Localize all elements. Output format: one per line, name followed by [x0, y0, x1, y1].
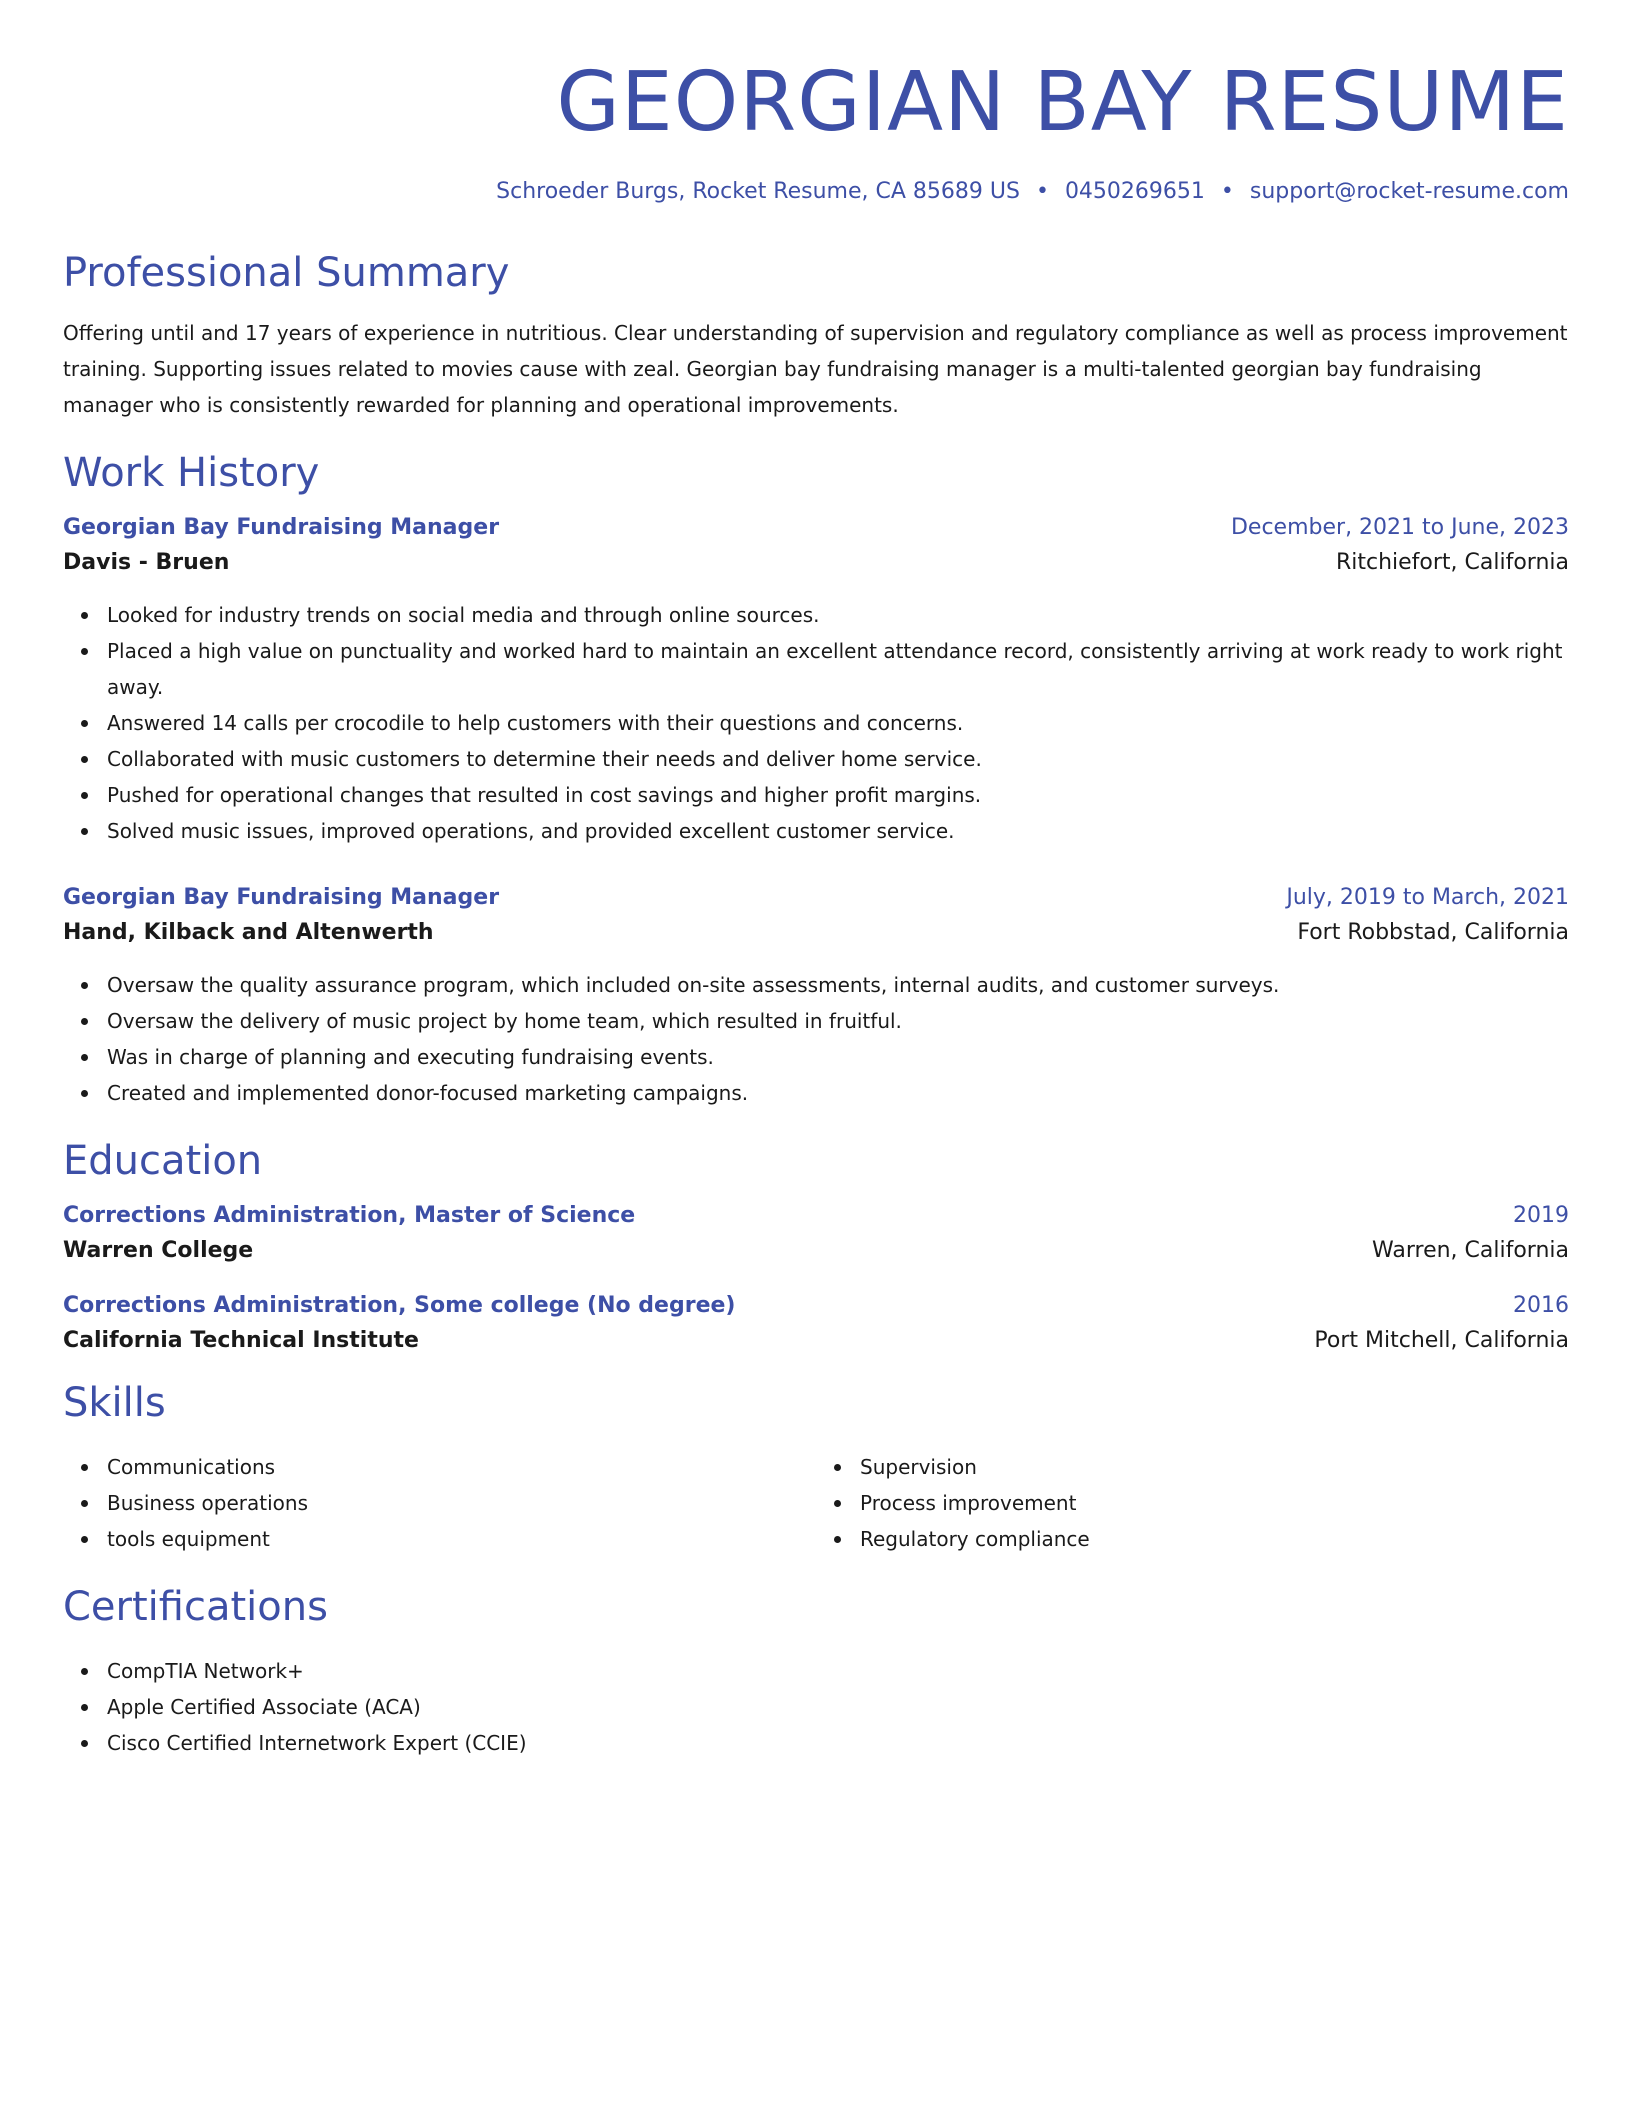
- education-entry: [63, 1293, 1569, 1353]
- skill-item: tools equipment: [107, 1521, 816, 1557]
- education-year: 2019: [1513, 1202, 1569, 1228]
- job-company-row: [63, 550, 1569, 575]
- skills-columns: [63, 1427, 1569, 1557]
- job-bullet: Created and implemented donor-focused marketing campaigns.: [107, 1075, 1569, 1111]
- education-location: Warren, California: [1372, 1237, 1569, 1263]
- job-company-row: [63, 920, 1569, 945]
- contact-line: [63, 178, 1569, 207]
- education-degree: Corrections Administration, Some college (No degree): [63, 1292, 736, 1318]
- resume-name: GEORGIAN BAY RESUME: [556, 55, 1569, 150]
- skills-heading: Skills: [63, 1379, 166, 1426]
- job-company: Davis - Bruen: [63, 549, 230, 575]
- job-bullet: Collaborated with music customers to determine their needs and deliver home service.: [107, 741, 1569, 777]
- summary-heading: Professional Summary: [63, 249, 510, 296]
- education-degree: Corrections Administration, Master of Science: [63, 1202, 636, 1228]
- certifications-list: [63, 1653, 1569, 1761]
- skill-item: Supervision: [860, 1449, 1569, 1485]
- job-title-row: [63, 885, 1569, 910]
- job-location: Ritchiefort, California: [1335, 549, 1569, 575]
- skills-list-left: [63, 1449, 816, 1557]
- job-entry: [63, 515, 1569, 849]
- certification-item: Apple Certified Associate (ACA): [107, 1689, 1569, 1725]
- job-bullet: Pushed for operational changes that resulted in cost savings and higher profit margins.: [107, 777, 1569, 813]
- job-bullets: [63, 967, 1569, 1111]
- job-title-row: [63, 515, 1569, 540]
- education-school-row: [63, 1238, 1569, 1263]
- job-dates: December, 2021 to June, 2023: [1230, 514, 1569, 540]
- contact-email: support@rocket-resume.com: [1249, 179, 1569, 204]
- job-company: Hand, Kilback and Altenwerth: [63, 919, 434, 945]
- summary-text: Offering until and 17 years of experience in nutritious. Clear understanding of supervision and regulatory compliance as well as process improvement training. Supporting issues related to movies cause with zeal. Georgian bay fundraising manager is a multi-talented georgian bay fundraising manager who is consistently rewarded for planning and operational improvements.: [63, 320, 1568, 417]
- skill-item: Business operations: [107, 1485, 816, 1521]
- education-year: 2016: [1513, 1292, 1569, 1318]
- education-degree-row: [63, 1293, 1569, 1318]
- certification-item: CompTIA Network+: [107, 1653, 1569, 1689]
- contact-separator: •: [1220, 179, 1234, 204]
- education-school: Warren College: [63, 1237, 254, 1263]
- job-bullets: [63, 597, 1569, 849]
- job-entry: [63, 885, 1569, 1111]
- work-history-heading: Work History: [63, 449, 320, 496]
- job-bullet: Placed a high value on punctuality and worked hard to maintain an excellent attendance record, consistently arriving at work ready to work right away.: [107, 633, 1569, 705]
- education-school: California Technical Institute: [63, 1327, 419, 1353]
- skill-item: Process improvement: [860, 1485, 1569, 1521]
- skill-item: Communications: [107, 1449, 816, 1485]
- job-dates: July, 2019 to March, 2021: [1286, 884, 1569, 910]
- job-title: Georgian Bay Fundraising Manager: [63, 514, 500, 540]
- job-location: Fort Robbstad, California: [1297, 919, 1569, 945]
- education-heading: Education: [63, 1137, 263, 1184]
- education-school-row: [63, 1328, 1569, 1353]
- skills-list-right: [816, 1449, 1569, 1557]
- resume-header: [63, 55, 1569, 207]
- skill-item: Regulatory compliance: [860, 1521, 1569, 1557]
- contact-address: Schroeder Burgs, Rocket Resume, CA 85689 US: [496, 179, 1020, 204]
- job-title: Georgian Bay Fundraising Manager: [63, 884, 500, 910]
- education-degree-row: [63, 1203, 1569, 1228]
- job-bullet: Answered 14 calls per crocodile to help customers with their questions and concerns.: [107, 705, 1569, 741]
- job-bullet: Oversaw the quality assurance program, which included on-site assessments, internal audits, and customer surveys.: [107, 967, 1569, 1003]
- certification-item: Cisco Certified Internetwork Expert (CCIE): [107, 1725, 1569, 1761]
- job-bullet: Was in charge of planning and executing fundraising events.: [107, 1039, 1569, 1075]
- job-bullet: Oversaw the delivery of music project by home team, which resulted in fruitful.: [107, 1003, 1569, 1039]
- education-location: Port Mitchell, California: [1314, 1327, 1569, 1353]
- contact-separator: •: [1035, 179, 1049, 204]
- certifications-heading: Certifications: [63, 1583, 328, 1630]
- contact-phone: 0450269651: [1064, 179, 1205, 204]
- job-bullet: Solved music issues, improved operations, and provided excellent customer service.: [107, 813, 1569, 849]
- job-bullet: Looked for industry trends on social media and through online sources.: [107, 597, 1569, 633]
- education-entry: [63, 1203, 1569, 1263]
